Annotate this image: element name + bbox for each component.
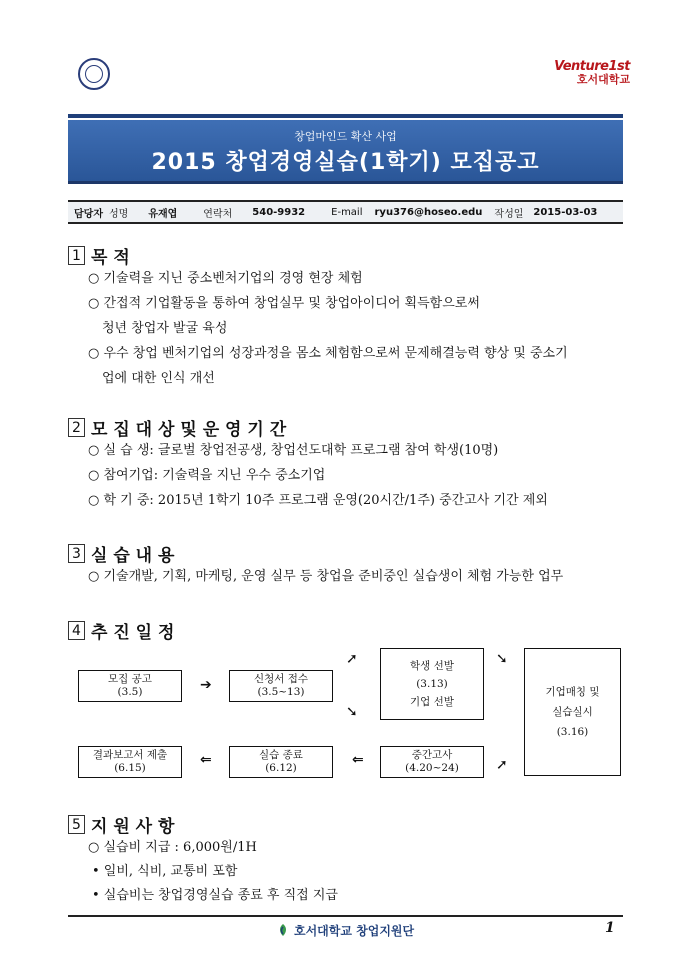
arrow-up-right-icon: ➚ [346,651,358,667]
flow-box-practice-end: 실습 종료 (6.12) [229,746,333,778]
section-heading-content [68,541,174,566]
flow-box-recruit-notice: 모집 공고 (3.5) [78,670,182,702]
list-item: ○ 실 습 생: 글로벌 창업전공생, 창업선도대학 프로그램 참여 학생(10명) [88,443,499,458]
flow-box-midterm: 중간고사 (4.20~24) [380,746,484,778]
banner-title: 2015 창업경영실습(1학기) 모집공고 [151,150,540,175]
university-seal-logo [78,58,110,90]
sub-list-item: • 일비, 식비, 교통비 포함 [92,864,238,879]
section-title: 추 진 일 정 [91,623,175,643]
section-heading-purpose [68,243,130,268]
list-item: ○ 기술개발, 기획, 마케팅, 운영 실무 등 창업을 준비중인 실습생이 체험 가능한 업무 [88,569,564,584]
section-number: 2 [68,418,85,437]
footer-line [68,915,623,917]
written-date: 2015-03-03 [533,206,598,218]
email-label: E-mail [331,206,363,218]
section-content-body [88,564,563,589]
banner-subtitle: 창업마인드 확산 사업 [294,130,397,143]
logo-text-bottom: 호서대학교 [576,73,630,86]
section-number: 4 [68,621,85,640]
section-title: 목 적 [91,248,130,268]
email-address[interactable]: ryu376@hoseo.edu [374,206,483,218]
section-title: 모 집 대 상 및 운 영 기 간 [91,420,287,440]
section-support-body [88,836,338,908]
footer-org-name: 호서대학교 창업지원단 [294,924,415,938]
list-item: ○ 간접적 기업활동을 통하여 창업실무 및 창업아이디어 획득함으로써 [88,296,480,311]
section-heading-schedule [68,618,174,643]
arrow-down-right-icon: ➘ [346,704,358,720]
name-label: 성명 [108,208,129,220]
list-item: ○ 참여기업: 기술력을 지닌 우수 중소기업 [88,468,326,483]
startup-center-logo-icon [276,923,290,937]
logo-text-top: Venture1st [554,59,630,74]
list-item-continuation: 업에 대한 인식 개선 [102,371,215,386]
flow-box-matching: 기업매칭 및 실습실시 (3.16) [524,648,621,776]
arrow-up-right-icon: ➚ [496,757,508,773]
section-title: 실 습 내 용 [91,546,175,566]
list-item: ○ 학 기 중: 2015년 1학기 10주 프로그램 운영(20시간/1주) 중간고사 기간 제외 [88,493,548,508]
section-title: 지 원 사 항 [91,817,175,837]
list-item: ○ 실습비 지급 : 6,000원/1H [88,840,257,855]
section-number: 5 [68,815,85,834]
phone-number: 540-9932 [252,206,306,218]
flow-box-application: 신청서 접수 (3.5~13) [229,670,333,702]
section-target-period-body [88,438,548,513]
section-heading-support [68,812,174,837]
arrow-left-icon: ⇐ [352,752,364,768]
flow-box-report: 결과보고서 제출 (6.15) [78,746,182,778]
title-banner [68,120,623,184]
sub-list-item: • 실습비는 창업경영실습 종료 후 직접 지급 [92,888,338,903]
section-number: 1 [68,246,85,265]
venture1st-logo [554,60,630,85]
manager-name: 유재엽 [148,208,178,220]
list-item: ○ 기술력을 지닌 중소벤처기업의 경영 현장 체험 [88,271,363,286]
section-heading-target-period [68,415,286,440]
info-row [68,200,623,224]
page-number: 1 [605,920,615,936]
date-label: 작성일 [494,208,524,220]
arrow-left-icon: ⇐ [200,752,212,768]
section-number: 3 [68,544,85,563]
arrow-down-right-icon: ➘ [496,651,508,667]
manager-label: 담당자 [74,208,103,220]
list-item: ○ 우수 창업 벤처기업의 성장과정을 몸소 체험함으로써 문제해결능력 향상 및 중소기 [88,346,568,361]
arrow-right-icon: ➔ [200,677,212,693]
section-purpose-body [88,266,568,391]
banner-top-line [68,114,623,118]
contact-label: 연락처 [203,208,233,220]
flow-box-selection: 학생 선발 (3.13) 기업 선발 [380,648,484,720]
list-item-continuation: 청년 창업자 발굴 육성 [102,321,228,336]
